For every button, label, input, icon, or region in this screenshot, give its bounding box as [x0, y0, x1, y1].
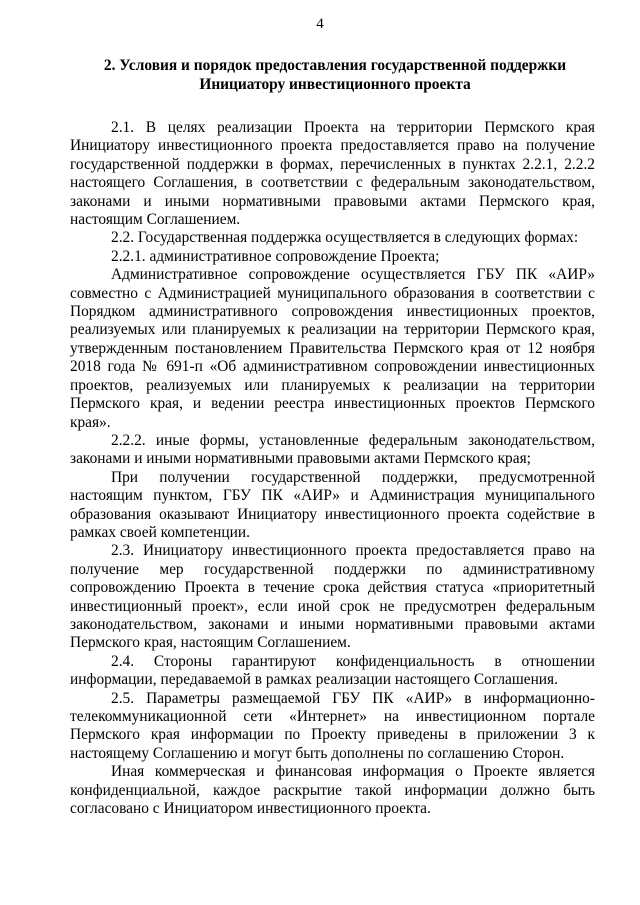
paragraph-2-2-1: 2.2.1. административное сопровождение Проекта;	[111, 247, 440, 265]
paragraph-2-2-2: 2.2.2. иные формы, установленные федеральным законодательством, законами и иными нормативными правовыми актами Пермского края;	[70, 431, 595, 468]
paragraph-2-5: 2.5. Параметры размещаемой ГБУ ПК «АИР» в информационно-телекоммуникационной сети «Интернет» на инвестиционном портале Пермского края информации по Проекту приведены в приложении 3 к настоящему Соглашению и могут быть дополнены по соглашению Сторон.	[70, 689, 595, 762]
paragraph-2-3: 2.3. Инициатору инвестиционного проекта предоставляется право на получение мер государственной поддержки по административному сопровождению Проекта в течение срока действия статуса «приоритетный инвестиционный проект», если иной срок не предусмотрен федеральным законодательством, законами и иными нормативными правовыми актами Пермского края, настоящим Соглашением.	[70, 542, 595, 652]
page-number: 4	[316, 16, 324, 32]
paragraph-assistance: При получении государственной поддержки, предусмотренной настоящим пунктом, ГБУ ПК «АИР» и Администрация муниципального образования оказывают Инициатору инвестиционного проекта содействие в рамках своей компетенции.	[70, 468, 595, 541]
paragraph-2-4: 2.4. Стороны гарантируют конфиденциальность в отношении информации, передаваемой в рамках реализации настоящего Соглашения.	[70, 652, 595, 689]
paragraph-confidential-info: Иная коммерческая и финансовая информация о Проекте является конфиденциальной, каждое раскрытие такой информации должно быть согласовано с Инициатором инвестиционного проекта.	[70, 763, 595, 818]
section-heading: 2. Условия и порядок предоставления государственной поддержки Инициатору инвестиционного проекта	[103, 57, 567, 93]
paragraph-2-1: 2.1. В целях реализации Проекта на территории Пермского края Инициатору инвестиционного проекта предоставляется право на получение государственной поддержки в формах, перечисленных в пунктах 2.2.1, 2.2.2 настоящего Соглашения, в соответствии с федеральным законодательством, законами и иными нормативными правовыми актами Пермского края, настоящим Соглашением.	[70, 119, 595, 229]
paragraph-admin-support: Административное сопровождение осуществляется ГБУ ПК «АИР» совместно с Администрацией муниципального образования в соответствии с Порядком административного сопровождения инвестиционных проектов, реализуемых или планируемых к реализации на территории Пермского края, утвержденным постановлением Правительства Пермского края от 12 ноября 2018 года № 691-п «Об административном сопровождении инвестиционных проектов, реализуемых или планируемых к реализации на территории Пермского края, и ведении реестра инвестиционных проектов Пермского края».	[70, 266, 595, 431]
paragraph-2-2: 2.2. Государственная поддержка осуществляется в следующих формах:	[111, 229, 579, 247]
section-body	[70, 119, 595, 818]
